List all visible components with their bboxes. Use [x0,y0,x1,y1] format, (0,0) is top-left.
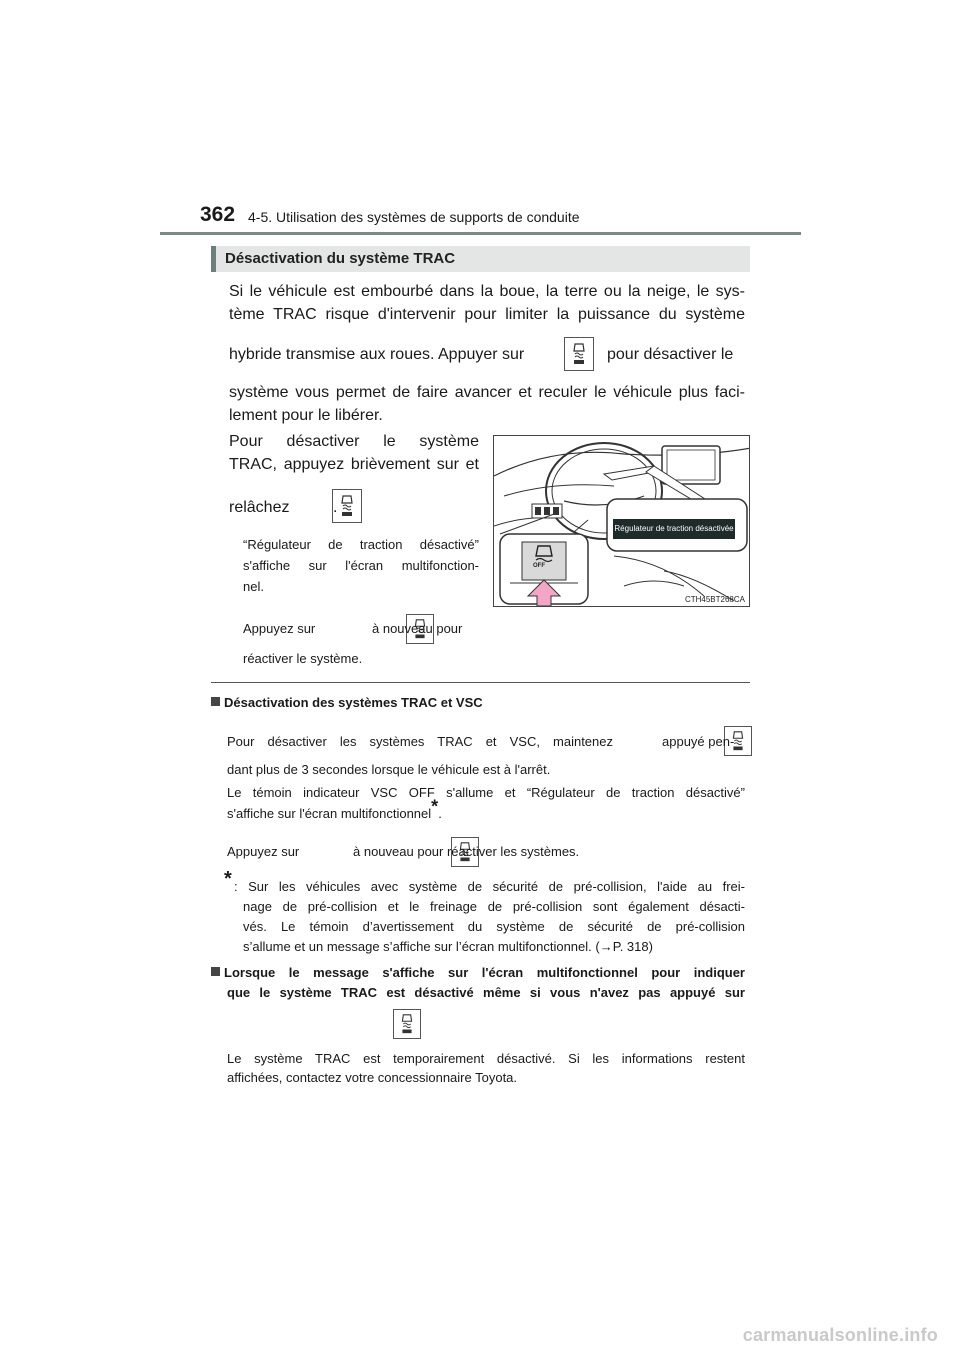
trac-vsc-line-4-text: s'affiche sur l'écran multifonctionnel [227,806,432,821]
display-message: Régulateur de traction désactivée [613,519,735,539]
reactivate-line-2: réactiver le système. [243,651,363,666]
trac-vsc-line-4 [227,796,442,824]
trac-vsc-line-1-after: appuyé pen- [662,734,735,749]
section-title: Désactivation du système TRAC [225,250,456,267]
note-line-1: “Régulateur de traction désactivé” [243,537,479,552]
section-header [211,246,750,272]
off-label: OFF [533,563,545,569]
message-note-title-2: que le système TRAC est désactivé même si vous n'avez pas appuyé sur [227,985,745,1000]
page-number: 362 [200,203,236,226]
message-note-title-1 [211,965,745,980]
note-line-2: s'affiche sur l'écran multifonction- [243,558,479,573]
message-note-body-2: affichées, contactez votre concessionnaire Toyota. [227,1070,518,1085]
header-rule [160,232,801,235]
message-note-body-1: Le système TRAC est temporairement désactivé. Si les informations restent [227,1051,745,1066]
section-divider [211,682,750,683]
deactivate-line-1: Pour désactiver le système [229,433,479,450]
trac-vsc-line-4-end: . [438,806,442,821]
trac-vsc-title [211,695,483,710]
trac-vsc-line-5-before: Appuyez sur [227,844,300,859]
intro-line-2: tème TRAC risque d'intervenir pour limiter la puissance du système [229,306,745,323]
trac-vsc-line-1-before: Pour désactiver les systèmes TRAC et VSC, maintenez [227,734,613,749]
deactivate-line-3-after: . [333,499,338,516]
trac-vsc-line-3: Le témoin indicateur VSC OFF s'allume et “Régulateur de traction désactivé” [227,785,745,800]
square-bullet-icon [211,697,220,706]
intro-line-4: système vous permet de faire avancer et reculer le véhicule plus faci- [229,384,745,401]
trac-off-icon [340,494,354,518]
footnote-mark: * [224,868,232,890]
figure-code: CTH45BT268CA [684,595,745,604]
trac-off-button [393,1009,421,1039]
section-accent [211,246,216,272]
trac-off-icon [400,1013,414,1035]
trac-vsc-title-text: Désactivation des systèmes TRAC et VSC [224,695,483,710]
note-line-3: nel. [243,579,264,594]
intro-line-1: Si le véhicule est embourbé dans la boue, la terre ou la neige, le sys- [229,283,745,300]
square-bullet-icon [211,967,220,976]
reactivate-after: à nouveau pour [372,621,463,636]
dashboard-illustration [493,435,750,607]
footnote-line-1: : Sur les véhicules avec système de sécurité de pré-collision, l'aide au frei- [234,879,745,894]
watermark: carmanualsonline.info [742,1325,938,1345]
footnote-line-3: vés. Le témoin d’avertissement du système de sécurité de pré-collision [243,919,745,934]
footnote-line-2: nage de pré-collision et le freinage de pré-collision sont également désacti- [243,899,745,914]
intro-line-5: lement pour le libérer. [229,407,383,424]
chapter-title: 4-5. Utilisation des systèmes de supports de conduite [248,209,580,225]
trac-off-icon [572,342,586,366]
footnote-line-4: s’allume et un message s’affiche sur l’écran multifonctionnel. (→P. 318) [243,939,653,954]
intro-line-3-before: hybride transmise aux roues. Appuyer sur [229,346,525,363]
reactivate-before: Appuyez sur [243,621,316,636]
asterisk-mark: * [431,796,439,817]
deactivate-line-2: TRAC, appuyez brièvement sur et [229,456,479,473]
trac-off-button [564,337,594,371]
trac-vsc-line-2: dant plus de 3 secondes lorsque le véhicule est à l'arrêt. [227,762,551,777]
trac-vsc-line-5-after: à nouveau pour réactiver les systèmes. [353,844,580,859]
intro-line-3-after: pour désactiver le [607,346,734,363]
message-note-title-text-1: Lorsque le message s'affiche sur l'écran multifonctionnel pour indiquer [224,965,745,980]
deactivate-line-3-before: relâchez [229,499,290,516]
